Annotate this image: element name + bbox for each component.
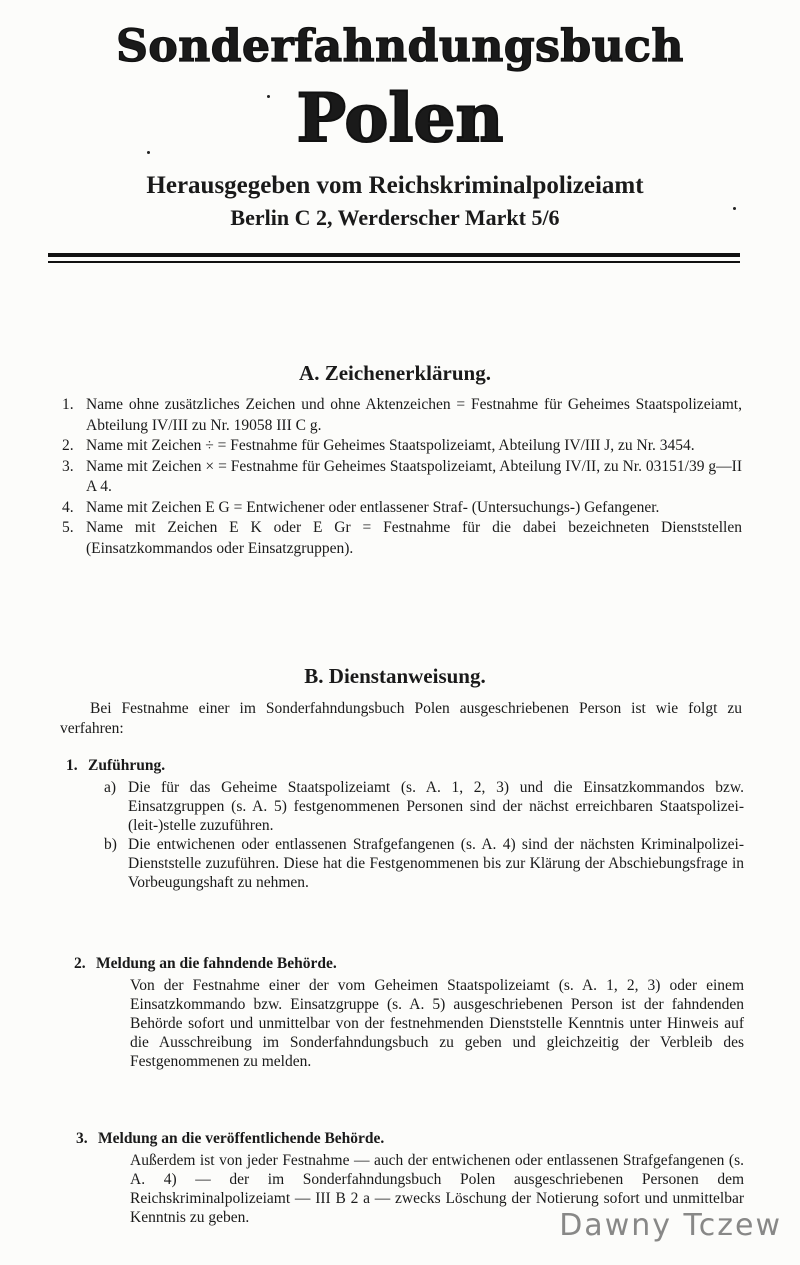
subsection-item — [104, 835, 744, 892]
subsection-2-heading — [74, 954, 337, 974]
watermark: Dawny Tczew — [559, 1208, 782, 1243]
header-rule-thin — [48, 261, 740, 263]
legend-item-text: Name mit Zeichen E K oder E Gr = Festnahme für die dabei bezeichneten Dienststellen (Einsatzkommandos oder Einsatzgruppen). — [86, 519, 742, 557]
subsection-title: Meldung an die fahndende Behörde. — [96, 955, 337, 972]
document-subtitle: Polen — [296, 79, 504, 157]
subsection-item-letter: b) — [104, 836, 117, 853]
subsection-item-text: Die entwichenen oder entlassenen Strafgefangenen (s. A. 4) sind der nächsten Kriminalpolizei-Dienststelle zuzuführen. Diese hat die Festgenommenen bis zur Klärung der Abschiebungsfrage in Vorbeugungshaft zu nehmen. — [128, 836, 744, 891]
subsection-item-letter: a) — [104, 779, 117, 796]
subsection-title: Meldung an die veröffentlichende Behörde. — [98, 1130, 385, 1147]
legend-item — [62, 395, 742, 436]
legend-item-number: 1. — [62, 396, 74, 413]
legend-item — [62, 518, 742, 559]
subsection-number: 2. — [74, 955, 86, 972]
section-b-heading: B. Dienstanweisung. — [304, 664, 486, 688]
subsection-title: Zuführung. — [88, 757, 166, 774]
subsection-3-heading — [76, 1129, 384, 1149]
subsection-number: 3. — [76, 1130, 88, 1147]
legend-item-number: 5. — [62, 519, 74, 536]
document-title: Sonderfahndungsbuch — [116, 21, 684, 72]
legend-item-number: 4. — [62, 498, 74, 516]
address-line: Berlin C 2, Werderscher Markt 5/6 — [230, 205, 560, 230]
legend-item — [62, 457, 742, 498]
header-rule-thick — [48, 253, 740, 257]
subsection-2-text: Von der Festnahme einer der vom Geheimen Staatspolizeiamt (s. A. 1, 2, 3) oder einem Einsatzkommando bzw. Einsatzgruppe (s. A. 5) ausgeschriebenen Person ist der fahndenden Behörde sofort und unmittelbar von der festnehmenden Dienststelle Kenntnis unter Hinweis auf die Ausschreibung im Sonderfahndungsbuch zu geben und gleichzeitig der Verbleib des Festgenommenen zu melden. — [130, 977, 744, 1070]
legend-list — [62, 395, 742, 559]
subsection-3-text: Außerdem ist von jeder Festnahme — auch der entwichenen oder entlassenen Strafgefangenen (s. A. 4) — der im Sonderfahndungsbuch Polen ausgeschriebenen Personen dem Reichskriminalpolizeiamt — III B 2 a — zwecks Löschung der Notierung sofort und unmittelbar Kenntnis zu geben. — [130, 1152, 744, 1226]
scan-speck — [733, 207, 736, 210]
publisher-line: Herausgegeben vom Reichskriminalpolizeiamt — [146, 172, 644, 199]
legend-item-text: Name mit Zeichen × = Festnahme für Geheimes Staatspolizeiamt, Abteilung IV/II, zu Nr. 03151/39 g—II A 4. — [86, 457, 742, 495]
subsection-1-heading — [66, 756, 165, 776]
legend-item-text: Name ohne zusätzliches Zeichen und ohne Aktenzeichen = Festnahme für Geheimes Staatspolizeiamt, Abteilung IV/III zu Nr. 19058 III C g. — [86, 396, 742, 434]
subsection-1-list — [104, 778, 744, 892]
legend-item — [62, 436, 742, 457]
legend-item — [62, 498, 742, 519]
scan-speck — [267, 95, 270, 98]
section-b-intro: Bei Festnahme einer im Sonderfahndungsbuch Polen ausgeschriebenen Person ist wie folgt zu verfahren: — [60, 700, 742, 737]
legend-item-text: Name mit Zeichen E G = Entwichener oder entlassener Straf- (Untersuchungs-) Gefangener. — [86, 498, 660, 516]
subsection-item — [104, 778, 744, 835]
subsection-item-text: Die für das Geheime Staatspolizeiamt (s. A. 1, 2, 3) und die Einsatzkommandos bzw. Einsatzgruppen (s. A. 5) festgenommenen Personen sind der nächst erreichbaren Staatspolizei-(leit-)stelle zuzuführen. — [128, 779, 744, 834]
section-a-heading: A. Zeichenerklärung. — [299, 361, 491, 385]
scan-speck — [147, 151, 150, 154]
subsection-number: 1. — [66, 757, 78, 774]
legend-item-text: Name mit Zeichen ÷ = Festnahme für Geheimes Staatspolizeiamt, Abteilung IV/III J, zu Nr. 3454. — [86, 437, 695, 454]
legend-item-number: 2. — [62, 437, 74, 454]
legend-item-number: 3. — [62, 457, 74, 475]
